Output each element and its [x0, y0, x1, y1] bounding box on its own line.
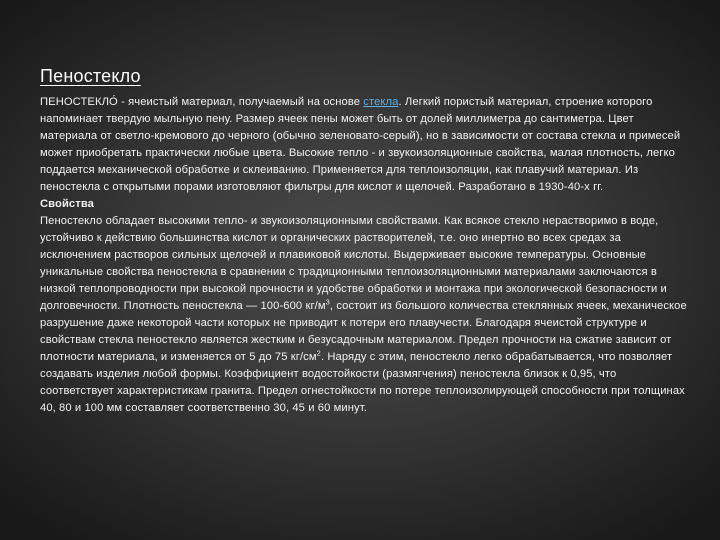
- intro-paragraph: [40, 94, 688, 196]
- slide-content: [40, 94, 688, 417]
- density-unit-superscript: 3: [325, 297, 330, 307]
- intro-text-after-link: . Легкий пористый материал, строение которого напоминает твердую мыльную пену. Размер ячеек пены может быть от долей миллиметра до сантиметра. Цвет материала от светло-кремового до черного (обычно зеленовато-серый), но в зависимости от состава стекла и примесей может приобретать практически любые цвета. Высокие тепло - и звукоизоляционные свойства, малая плотность, легко поддается механической обработке и склеиванию. Применяется для теплоизоляции, как плавучий материал. Из пеностекла с открытыми порами изготовляют фильтры для кислот и щелочей. Разработано в 1930-40-х гг.: [40, 96, 681, 193]
- properties-text-part2: , состоит из большого количества стеклянных ячеек, механическое разрушение даже некоторой части которых не приводит к потери его плавучести. Благодаря ячеистой структуре и свойствам стекла пеностекло является жестким и безусадочным материалом. Предел прочности на сжатие зависит от плотности материала, и изменяется от 5 до 75 кг/см: [40, 300, 687, 363]
- properties-text-part3: . Наряду с этим, пеностекло легко обрабатывается, что позволяет создавать изделия любой формы. Коэффициент водостойкости (размягчения) пеностекла близок к 0,95, что соответствует характеристикам гранита. Предел огнестойкости по потере теплоизолирующей способности при толщинах 40, 80 и 100 мм составляет соответственно 30, 45 и 60 минут.: [40, 351, 685, 414]
- properties-text-part1: Пеностекло обладает высокими тепло- и звукоизоляционными свойствами. Как всякое стекло нерастворимо в воде, устойчиво к действию большинства кислот и органических растворителей, т.е. оно инертно во всех средах за исключением растворов сильных щелочей и плавиковой кислоты. Выдерживает высокие температуры. Основные уникальные свойства пеностекла в сравнении с традиционными теплоизоляционными материалами заключаются в низкой теплопроводности при высокой прочности и удобстве обработки и монтажа при экологической безопасности и долговечности. Плотность пеностекла — 100-600 кг/м: [40, 215, 667, 312]
- strength-unit-superscript: 2: [316, 348, 321, 358]
- section-heading-properties: Свойства: [40, 198, 94, 210]
- properties-paragraph: [40, 213, 688, 417]
- intro-text-before-link: - ячеистый материал, получаемый на основе: [117, 96, 364, 108]
- intro-term: ПЕНОСТЕКЛО́: [40, 96, 118, 108]
- glass-link[interactable]: стекла: [363, 96, 399, 108]
- slide-title: Пеностекло: [40, 66, 141, 86]
